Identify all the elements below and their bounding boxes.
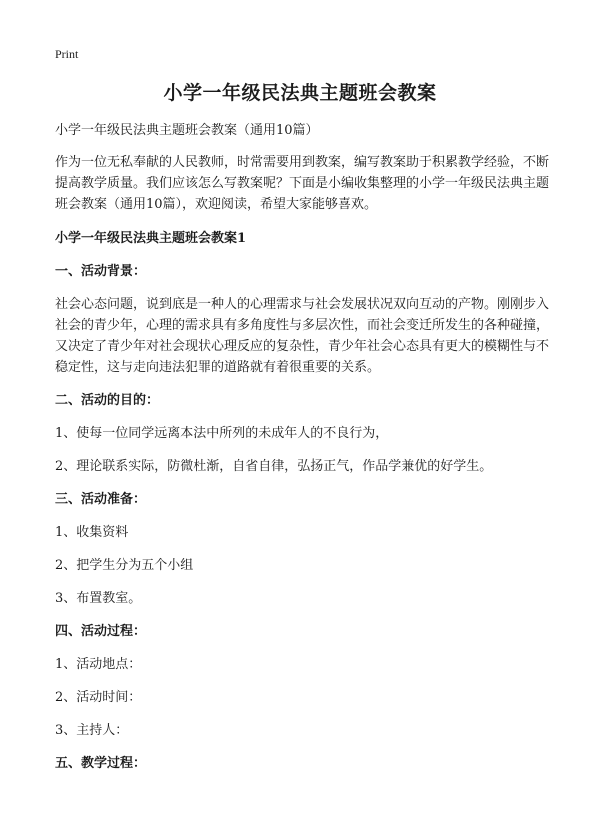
list-item: 2、把学生分为五个小组 xyxy=(55,558,194,573)
list-item: 1、活动地点： xyxy=(55,657,142,672)
list-item: 2、理论联系实际，防微杜渐，自省自律，弘扬正气，作品学兼优的好学生。 xyxy=(55,459,493,474)
heading-purpose: 二、活动的目的： xyxy=(55,393,160,408)
heading-preparation: 三、活动准备： xyxy=(55,492,147,507)
heading-background: 一、活动背景： xyxy=(55,264,147,279)
document-body xyxy=(55,120,550,786)
list-item: 3、布置教室。 xyxy=(55,591,142,606)
list-item: 1、使每一位同学远离本法中所列的未成年人的不良行为， xyxy=(55,426,389,441)
heading-process: 四、活动过程： xyxy=(55,624,147,639)
section-title: 小学一年级民法典主题班会教案1 xyxy=(55,231,247,246)
intro-paragraph: 作为一位无私奉献的人民教师，时常需要用到教案，编写教案助于积累教学经验，不断提高教学质量。我们应该怎么写教案呢？下面是小编收集整理的小学一年级民法典主题班会教案（通用10篇），欢迎阅读，希望大家能够喜欢。 xyxy=(55,155,550,212)
heading-teaching: 五、教学过程： xyxy=(55,756,147,771)
list-item: 1、收集资料 xyxy=(55,525,129,540)
background-paragraph: 社会心态问题，说到底是一种人的心理需求与社会发展状况双向互动的产物。刚刚步入社会的青少年，心理的需求具有多角度性与多层次性，而社会变迁所发生的各种碰撞，又决定了青少年对社会现状心理反应的复杂性，青少年社会心态具有更大的模糊性与不稳定性，这与走向违法犯罪的道路就有着很重要的关系。 xyxy=(55,297,550,375)
list-item: 3、主持人： xyxy=(55,723,129,738)
page-title: 小学一年级民法典主题班会教案 xyxy=(163,82,437,104)
print-link[interactable]: Print xyxy=(55,47,79,61)
list-item: 2、活动时间： xyxy=(55,690,142,705)
document-subtitle: 小学一年级民法典主题班会教案（通用10篇） xyxy=(55,123,319,138)
